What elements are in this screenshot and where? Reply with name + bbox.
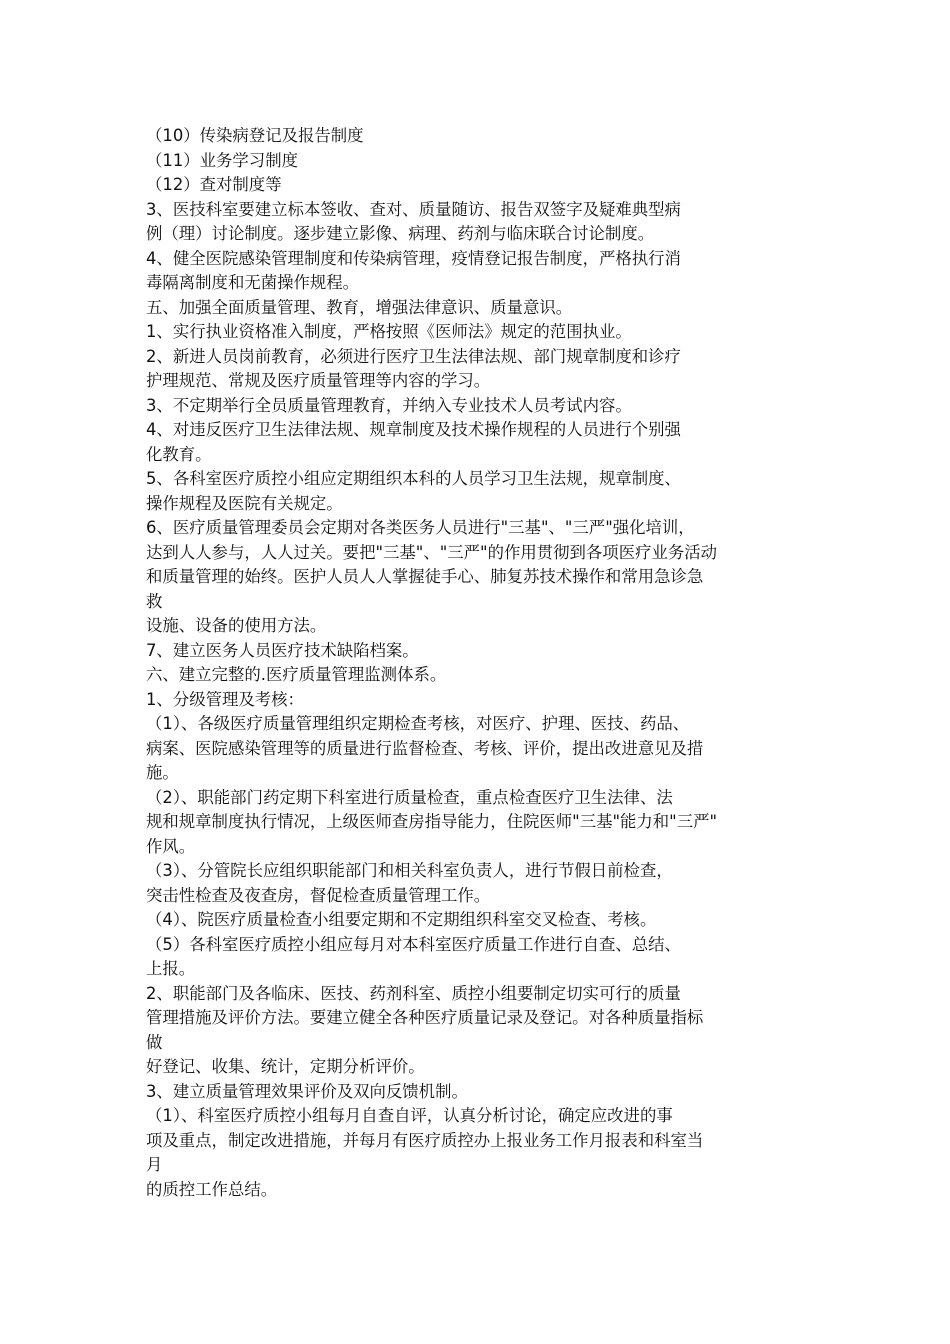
text-line: 作风。 <box>146 836 196 856</box>
text-line: 1、实行执业资格准入制度，严格按照《医师法》规定的范围执业。 <box>146 322 632 341</box>
text-line: 救 <box>146 591 163 611</box>
text-line: 管理措施及评价方法。要建立健全各种医疗质量记录及登记。对各种质量指标 <box>146 1008 704 1027</box>
text-line: 7、建立医务人员医疗技术缺陷档案。 <box>146 640 419 660</box>
text-line: 好登记、收集、统计，定期分析评价。 <box>146 1057 425 1076</box>
text-line: 做 <box>146 1032 163 1052</box>
text-line: 6、医疗质量管理委员会定期对各类医务人员进行"三基"、"三严"强化培训， <box>146 518 695 537</box>
text-line: 上报。 <box>146 959 196 978</box>
text-line: （3）、分管院长应组织职能部门和相关科室负责人，进行节假日前检查， <box>146 861 673 880</box>
text-line: 4、对违反医疗卫生法律法规、规章制度及技术操作规程的人员进行个别强 <box>146 420 681 439</box>
text-line: （5）各科室医疗质控小组应每月对本科室医疗质量工作进行自查、总结、 <box>146 934 681 954</box>
text-line: 2、职能部门及各临床、医技、药剂科室、质控小组要制定切实可行的质量 <box>146 983 681 1003</box>
text-line: 护理规范、常规及医疗质量管理等内容的学习。 <box>146 371 491 390</box>
text-line: 突击性检查及夜查房，督促检查质量管理工作。 <box>146 885 491 905</box>
text-line: 六、建立完整的.医疗质量管理监测体系。 <box>146 665 447 684</box>
text-line: 设施、设备的使用方法。 <box>146 616 327 635</box>
text-line: 毒隔离制度和无菌操作规程。 <box>146 273 360 292</box>
text-line: 操作规程及医院有关规定。 <box>146 493 343 513</box>
text-line: 达到人人参与，人人过关。要把"三基"、"三严"的作用贯彻到各项医疗业务活动 <box>146 542 718 562</box>
text-line: 施。 <box>146 763 179 782</box>
text-line: 例（理）讨论制度。逐步建立影像、病理、药剂与临床联合讨论制度。 <box>146 224 655 243</box>
text-line: 病案、医院感染管理等的质量进行监督检查、考核、评价，提出改进意见及措 <box>146 738 704 758</box>
text-line: 规和规章制度执行情况，上级医师查房指导能力，住院医师"三基"能力和"三严" <box>146 812 718 831</box>
text-line: 3、不定期举行全员质量管理教育，并纳入专业技术人员考试内容。 <box>146 395 632 415</box>
text-line: （1）、各级医疗质量管理组织定期检查考核，对医疗、护理、医技、药品、 <box>146 714 690 733</box>
text-line: （1）、科室医疗质控小组每月自查自评，认真分析讨论，确定应改进的事 <box>146 1106 673 1125</box>
text-line: 2、新进人员岗前教育，必须进行医疗卫生法律法规、部门规章制度和诊疗 <box>146 346 681 366</box>
text-line: （11）业务学习制度 <box>146 150 298 170</box>
document-body <box>146 124 826 1202</box>
text-line: 的质控工作总结。 <box>146 1179 278 1199</box>
text-line: 月 <box>146 1155 163 1174</box>
text-line: 五、加强全面质量管理、教育，增强法律意识、质量意识。 <box>146 297 573 317</box>
text-line: 项及重点，制定改进措施，并每月有医疗质控办上报业务工作月报表和科室当 <box>146 1130 704 1150</box>
text-line: （12）查对制度等 <box>146 175 282 194</box>
text-line: 3、医技科室要建立标本签收、查对、质量随访、报告双签字及疑难典型病 <box>146 199 681 219</box>
text-line: 1、分级管理及考核： <box>146 689 304 709</box>
text-line: 5、各科室医疗质控小组应定期组织本科的人员学习卫生法规，规章制度、 <box>146 469 681 488</box>
text-line: （10）传染病登记及报告制度 <box>146 126 364 145</box>
text-line: （2）、职能部门药定期下科室进行质量检查，重点检查医疗卫生法律、法 <box>146 787 673 807</box>
text-line: 化教育。 <box>146 444 212 464</box>
text-line: 和质量管理的始终。医护人员人人掌握徒手心、肺复苏技术操作和常用急诊急 <box>146 567 704 586</box>
text-line: 3、建立质量管理效果评价及双向反馈机制。 <box>146 1081 468 1101</box>
text-line: （4）、院医疗质量检查小组要定期和不定期组织科室交叉检查、考核。 <box>146 910 657 929</box>
text-line: 4、健全医院感染管理制度和传染病管理，疫情登记报告制度，严格执行消 <box>146 248 681 268</box>
